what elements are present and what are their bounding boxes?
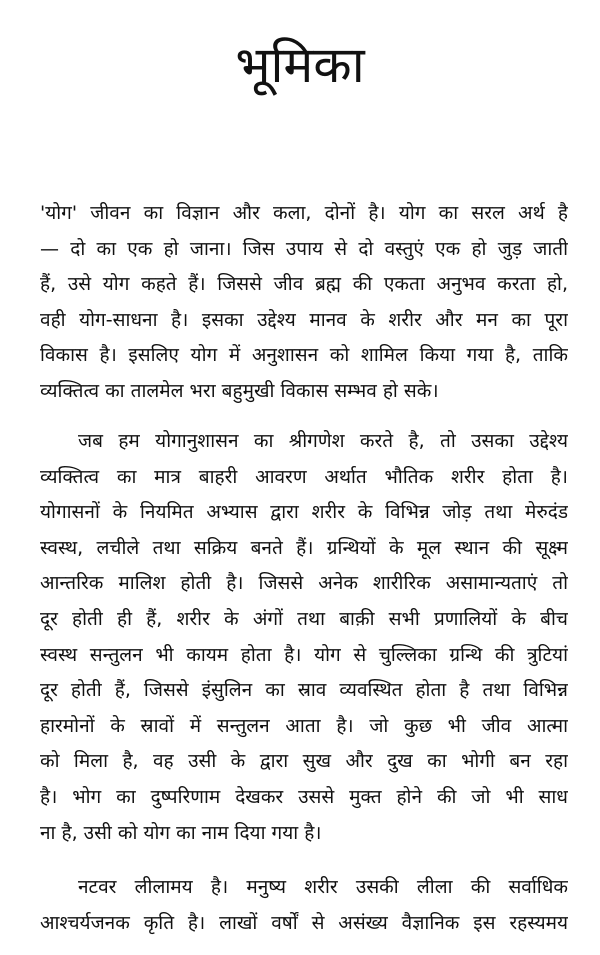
text-line: — दो का एक हो जाना। जिस उपाय से दो वस्तुएं एक हो जुड़ जाती <box>40 237 568 260</box>
text-line: आन्तरिक मालिश होती है। जिससे अनेक शारीरिक असामान्यताएं तो <box>40 572 568 595</box>
text-line: 'योग' जीवन का विज्ञान और कला, दोनों है। योग का सरल अर्थ है <box>40 202 568 224</box>
text-line: विकास है। इसलिए योग में अनुशासन को शामिल किया गया है, ताकि <box>40 344 568 367</box>
paragraph-1 <box>40 196 568 410</box>
text-line: ना है, उसी को योग का नाम दिया गया है। <box>40 821 322 844</box>
text-line: आश्चर्यजनक कृति है। लाखों वर्षों से असंख्य वैज्ञानिक इस रहस्यमय <box>40 911 568 934</box>
text-line: जब हम योगानुशासन का श्रीगणेश करते है, तो उसका उद्देश्य <box>78 430 568 452</box>
text-line: दूर होती ही हैं, शरीर के अंगों तथा बाक़ी सभी प्रणालियों के बीच <box>40 607 568 630</box>
text-line: स्वस्थ सन्तुलन भी कायम होता है। योग से चुल्लिका ग्रन्थि की त्रुटियां <box>40 643 568 666</box>
text-line: वही योग-साधना है। इसका उद्देश्य मानव के शरीर और मन का पूरा <box>40 308 568 331</box>
text-line: योगासनों के नियमित अभ्यास द्वारा शरीर के विभिन्न जोड़ तथा मेरुदंड <box>40 501 568 524</box>
page-title: भूमिका <box>235 36 365 94</box>
text-line: नटवर लीलामय है। मनुष्य शरीर उसकी लीला की सर्वाधिक <box>78 876 568 898</box>
text-line: व्यक्तित्व का तालमेल भरा बहुमुखी विकास सम्भव हो सके। <box>40 379 439 402</box>
text-line: हारमोनों के स्रावों में सन्तुलन आता है। जो कुछ भी जीव आत्मा <box>40 714 568 737</box>
text-line: स्वस्थ, लचीले तथा सक्रिय बनते हैं। ग्रन्थियों के मूल स्थान की सूक्ष्म <box>40 536 568 559</box>
text-line: को मिला है, वह उसी के द्वारा सुख और दुख का भोगी बन रहा <box>40 750 568 773</box>
text-line: हैं, उसे योग कहते हैं। जिससे जीव ब्रह्म की एकता अनुभव करता हो, <box>40 273 568 296</box>
paragraph-2 <box>40 424 568 851</box>
text-line: व्यक्तित्व का मात्र बाहरी आवरण अर्थात भौतिक शरीर होता है। <box>40 465 568 488</box>
text-line: है। भोग का दुष्परिणाम देखकर उससे मुक्त होने की जो भी साध <box>40 785 568 808</box>
text-line: दूर होती हैं, जिससे इंसुलिन का स्राव व्यवस्थित होता है तथा विभिन्न <box>40 679 568 702</box>
paragraph-3 <box>40 870 568 941</box>
